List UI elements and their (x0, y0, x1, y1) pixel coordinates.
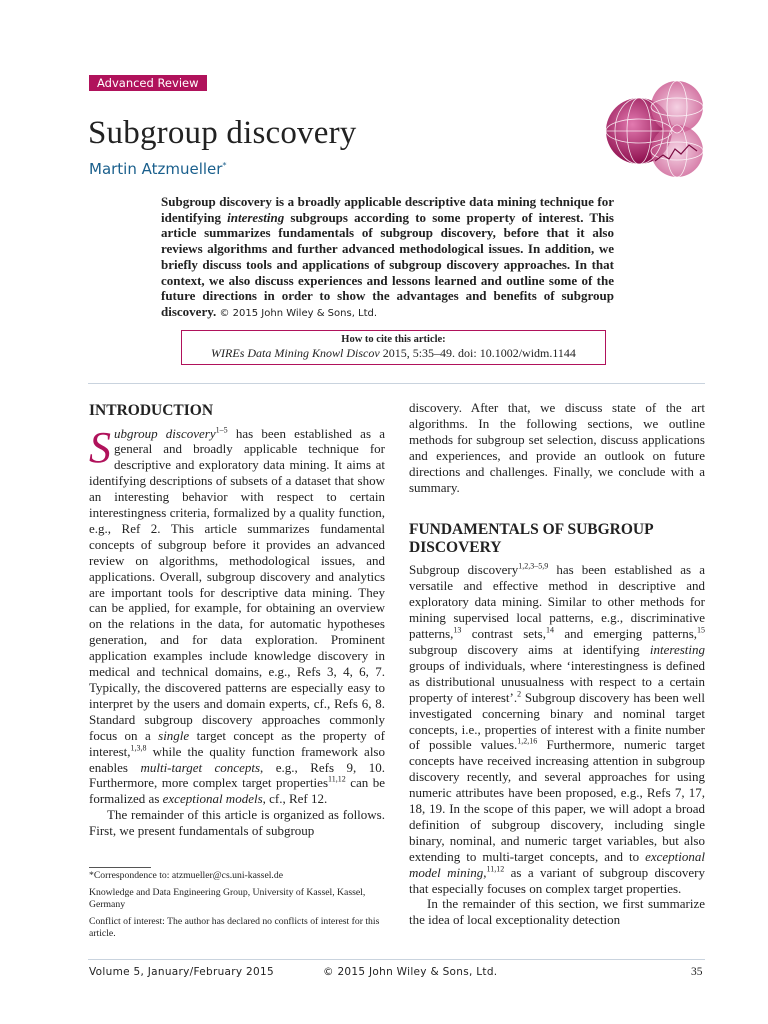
citation-superscript: 1,2,16 (517, 737, 538, 747)
footnote-conflict: Conflict of interest: The author has declared no conflicts of interest for this article. (89, 915, 380, 939)
author-name-text: Martin Atzmueller (89, 160, 223, 178)
left-column (89, 400, 385, 839)
footer-volume: Volume 5, January/February 2015 (89, 966, 274, 978)
author-footnote-mark: * (222, 161, 227, 170)
page-number: 35 (691, 966, 703, 978)
citation-superscript: 1,3,8 (130, 743, 147, 753)
footnote-correspondence[interactable]: *Correspondence to: atzmueller@cs.uni-kassel.de (89, 870, 283, 881)
citation-superscript: 1–5 (215, 425, 228, 435)
emphasis: interesting (649, 641, 705, 657)
intro-paragraph-2-continued (409, 400, 705, 495)
citation-superscript: 13 (453, 625, 462, 635)
citation-superscript: 2 (517, 689, 522, 699)
citation-superscript: 11,12 (328, 775, 346, 785)
footnotes (89, 870, 385, 945)
citation-superscript: 11,12 (486, 864, 505, 874)
citation-details: 2015, 5:35–49. doi: 10.1002/widm.1144 (379, 346, 576, 360)
author-name[interactable] (89, 160, 226, 178)
citation-journal: WIREs Data Mining Knowl Discov (211, 346, 380, 360)
section-heading-fundamentals: FUNDAMENTALS OF SUBGROUP DISCOVERY (409, 521, 653, 556)
intro-paragraph-1 (89, 422, 386, 808)
header-divider (88, 383, 705, 384)
emphasis: interesting (227, 209, 285, 225)
section-heading-introduction: INTRODUCTION (89, 402, 214, 419)
intro-paragraph-2 (89, 807, 385, 839)
citation-reference[interactable] (182, 346, 605, 361)
citation-box (181, 330, 606, 365)
emphasis: exceptional models (162, 791, 263, 807)
fundamentals-paragraph-1 (409, 562, 705, 896)
footnote-divider (89, 867, 151, 868)
footnote-affiliation: Knowledge and Data Engineering Group, University of Kassel, Kassel, Germany (89, 886, 366, 910)
footer-copyright: © 2015 John Wiley & Sons, Ltd. (323, 966, 498, 978)
fundamentals-paragraph-2 (409, 896, 705, 928)
intro-paragraph-2-continued-text: discovery. After that, we discuss state of the art algorithms. In the following sections, we outline methods for subgroup set selection, discuss applications and experiences, and provide an outlook on future directions and challenges. Finally, we conclude with a summary. (409, 400, 705, 495)
citation-title: How to cite this article: (341, 334, 446, 345)
fundamentals-paragraph-1-text: Subgroup discovery$^{1,2,3-5,9}$ has been established as a versatile and effective method in descriptive and exploratory data mining. Similar to other methods for mining supervised local patterns, e.g., discriminative patterns,$^{13}$ contrast sets,$^{14}$ and emerging patterns,$^{15}$ subgroup discovery aims at identifying interesting groups of individuals, where ‘interestingness is defined as distributional unusualness with respect to a certain property of interest’.$^2$ Subgroup discovery has been well investigated concerning binary and nominal target concepts, i.e., properties of interest with a finite number of possible values.$^{1,2,16}$ Furthermore, numeric target concepts have received increasing attention in subgroup discovery recently, and several approaches for using numeric attributes have been proposed, e.g., Refs 7, 17, 18, 19. In the scope of this paper, we will adopt a broad definition of subgroup discovery, including single binary, nominal, and numeric target variables, but also extending to multi-target concepts, and to exceptional model mining,$^{11,12}$ as a variant of subgroup discovery that especially focuses on complex target properties. (409, 562, 706, 896)
abstract-copyright: © 2015 John Wiley & Sons, Ltd. (219, 307, 378, 319)
abstract (161, 194, 614, 322)
emphasis: multi-target concepts (140, 759, 261, 775)
abstract-body: Subgroup discovery is a broadly applicable descriptive data mining technique for identifying interesting subgroups according to some property of interest. This article summarizes fundamentals of subgroup discovery, before that it also reviews algorithms and further advanced methodological issues. In addition, we briefly discuss tools and applications of subgroup discovery approaches. In that context, we also discuss experiences and lessons learned and outline some of the future directions in order to show the advantages and benefits of subgroup discovery. (161, 194, 614, 319)
article-title: Subgroup discovery (88, 115, 357, 151)
footer-divider (88, 959, 705, 960)
citation-superscript: 14 (545, 625, 554, 635)
emphasis: single (158, 727, 190, 743)
intro-paragraph-2-text: The remainder of this article is organized as follows. First, we present fundamentals of subgroup (89, 807, 385, 839)
citation-superscript: 1,2,3–5,9 (518, 562, 549, 572)
drop-cap: S (89, 422, 111, 472)
emphasis: exceptional model mining (409, 848, 705, 880)
article-type-badge: Advanced Review (89, 75, 207, 91)
emphasis: ubgroup discovery (114, 425, 216, 441)
intro-paragraph-1-text: ubgroup discovery$^{1-5}$ has been established as a general and broadly applicable technique for descriptive and exploratory data mining. It aims at identifying descriptions of subsets of a dataset that show an interesting behavior with respect to certain interestingness criteria, formalized by a quality function, e.g., Ref 2. This article summarizes fundamental concepts of subgroup before it provides an advanced review on algorithms, methodological issues, and applications. Overall, subgroup discovery and analytics are important tools for descriptive data mining. They can be applied, for example, for obtaining an overview on the relations in the data, for automatic hypotheses generation, and for data exploration. Prominent application examples include knowledge discovery in medical and technical domains, e.g., Refs 3, 4, 6, 7. Typically, the discovered patterns are especially easy to interpret by the users and domain experts, cf., Refs 6, 8. Standard subgroup discovery approaches commonly focus on a single target concept as the property of interest,$^{1,3,8}$ while the quality function framework also enables multi-target concepts, e.g., Refs 9, 10. Furthermore, more complex target properties$^{11,12}$ can be formalized as exceptional models, cf., Ref 12. (89, 425, 386, 807)
wires-globe-logo-icon (603, 75, 711, 183)
right-column (409, 400, 705, 928)
fundamentals-paragraph-2-text: In the remainder of this section, we first summarize the idea of local exceptionality detection (409, 896, 705, 928)
citation-superscript: 15 (697, 625, 706, 635)
